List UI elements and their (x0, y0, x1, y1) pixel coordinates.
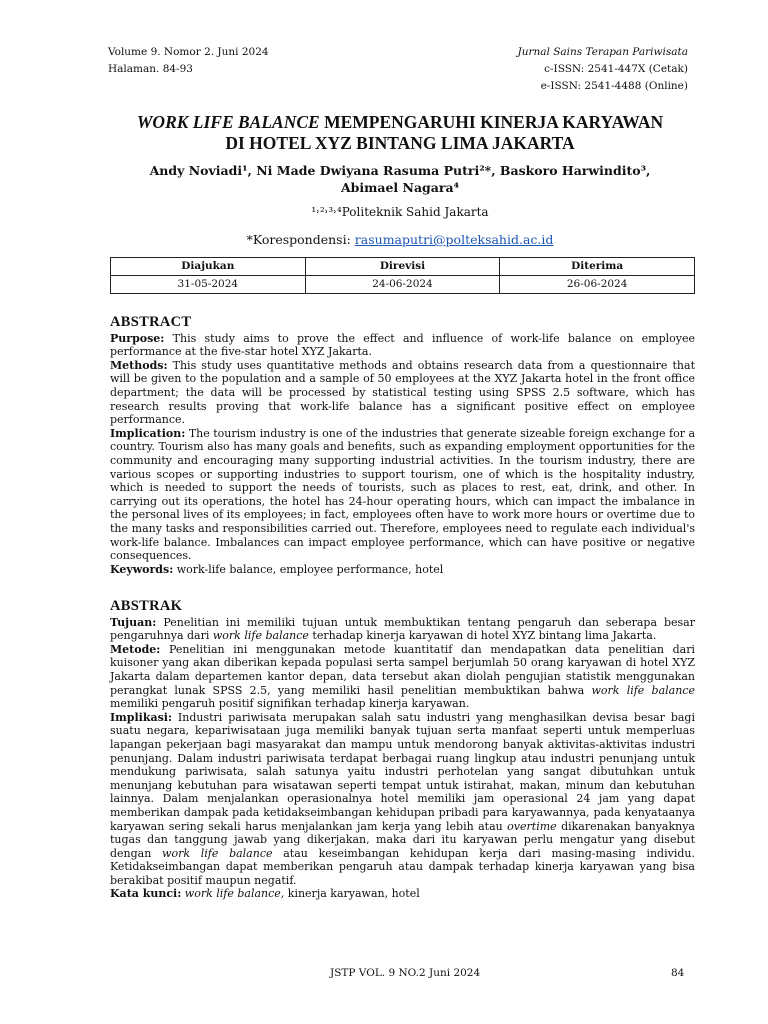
author-list (100, 162, 700, 196)
implication-text: The tourism industry is one of the industries that generate sizeable foreign exchange for a country. Tourism also has many goals and benefits, such as expanding employment opportunities for the community and encouraging many supporting industrial activities. In the tourism industry, there are various scopes or supporting industries to support tourism, one of which is the hospitality industry, which is needed to support the needs of tourists, such as places to rest, eat, drink, and other. In carrying out its operations, the hotel has 24-hour operating hours, which can impact the imbalance in the personal lives of its employees; in fact, employees often have to work more hours or overtime due to the many tasks and responsibilities carried out. Therefore, employees need to regulate each individual's work-life balance. Imbalances can impact employee performance, which can have positive or negative consequences. (110, 426, 696, 563)
abstract-heading: ABSTRACT (110, 314, 192, 330)
keywords-label: Keywords: (110, 562, 174, 576)
metode-label: Metode: (110, 642, 161, 656)
tujuan-italic: work life balance (212, 629, 309, 643)
abstrak-metode (110, 643, 695, 711)
submitted-date: 31-05-2024 (111, 276, 306, 294)
title-line1: MEMPENGARUHI KINERJA KARYAWAN (319, 112, 664, 132)
revised-date: 24-06-2024 (305, 276, 500, 294)
abstract-indonesian (110, 600, 695, 901)
revised-label: Direvisi (305, 258, 500, 276)
correspondence (100, 232, 700, 247)
keywords-text: work-life balance, employee performance, hotel (173, 562, 444, 576)
affiliation: ¹˒²˒³˒⁴Politeknik Sahid Jakarta (311, 205, 489, 219)
abstrak-implikasi (110, 711, 695, 888)
purpose-text: This study aims to prove the effect and influence of work-life balance on employee performance at the five-star hotel XYZ Jakarta. (110, 331, 695, 359)
implication-label: Implication: (110, 426, 186, 440)
kata-kunci-text: kinerja karyawan, hotel (284, 887, 420, 901)
paper-title (100, 112, 700, 154)
kata-kunci-label: Kata kunci: (110, 887, 182, 901)
journal-name: Jurnal Sains Terapan Pariwisata (517, 46, 688, 58)
issn-online: e-ISSN: 2541-4488 (Online) (540, 80, 688, 92)
implikasi-italic-2: work life balance (162, 846, 273, 860)
implikasi-italic-1: overtime (507, 819, 557, 833)
implikasi-text-3: atau keseimbangan kehidupan kerja dari masing-masing individu. Ketidakseimbangan dapat memberikan pengaruh atau dampak terhadap kinerja karyawan yang bisa berakibat positif maupun negatif. (110, 846, 695, 887)
dates-table (110, 257, 695, 294)
accepted-label: Diterima (500, 258, 695, 276)
abstract-keywords (110, 563, 695, 577)
implikasi-text-2: dikarenakan banyaknya tugas dan tanggung jawab yang dikerjakan, maka dari itu karyawan perlu mengatur yang disebut dengan (110, 819, 695, 860)
metode-italic: work life balance (591, 683, 695, 697)
purpose-label: Purpose: (110, 331, 165, 345)
title-italic: WORK LIFE BALANCE (136, 112, 320, 132)
tujuan-text-2: terhadap kinerja karyawan di hotel XYZ bintang lima Jakarta. (308, 629, 657, 643)
implikasi-text-1: Industri pariwisata merupakan salah satu industri yang menghasilkan devisa besar bagi suatu negara, kepariwisataan juga memiliki banyak tujuan serta manfaat seperti untuk memperluas lapangan pekerjaan bagi masyarakat dan mampu untuk mendorong banyak aktivitas-aktivitas industri penunjang. Dalam industri pariwisata terdapat berbagai ruang lingkup atau industri penunjang untuk mendukung pariwisata, salah satunya yaitu industri perhotelan yang sangat dibutuhkan untuk menunjang kebutuhan para wisatawan seperti tempat untuk istirahat, makan, minum dan kebutuhan lainnya. Dalam menjalankan operasionalnya hotel memiliki jam operasional 24 jam yang dapat memberikan dampak pada ketidakseimbangan kehidupan pribadi para karyawannya, pada kenyataanya karyawan sering sekali harus menjalankan jam kerja yang lebih atau (110, 710, 695, 833)
header-right (518, 44, 688, 95)
header-left (108, 44, 269, 78)
authors-line2: Abimael Nagara⁴ (340, 180, 460, 195)
submitted-label: Diajukan (111, 258, 306, 276)
abstract-implication (110, 427, 695, 563)
tujuan-text-1: Penelitian ini memiliki tujuan untuk membuktikan tentang pengaruh dan seberapa besar pengaruhnya dari (110, 615, 695, 643)
tujuan-label: Tujuan: (110, 615, 157, 629)
methods-label: Methods: (110, 358, 168, 372)
metode-text-2: memiliki pengaruh positif signifikan terhadap kinerja karyawan. (110, 697, 470, 711)
authors-line1: Andy Noviadi¹, Ni Made Dwiyana Rasuma Putri²*, Baskoro Harwindito³, (149, 163, 651, 178)
abstrak-heading: ABSTRAK (110, 598, 183, 614)
title-line2: DI HOTEL XYZ BINTANG LIMA JAKARTA (225, 133, 575, 153)
footer-journal: JSTP VOL. 9 NO.2 Juni 2024 (330, 967, 481, 979)
issn-print: c-ISSN: 2541-447X (Cetak) (544, 63, 688, 75)
abstract-purpose (110, 332, 695, 359)
accepted-date: 26-06-2024 (500, 276, 695, 294)
metode-text-1: Penelitian ini menggunakan metode kuantitatif dan mendapatkan data penelitian dari kuisoner yang akan diberikan kepada populasi serta sampel berjumlah 50 orang karyawan di hotel XYZ Jakarta dalam departemen kantor depan, data tersebut akan diolah pengujian statistik menggunakan perangkat lunak SPSS 2.5, yang memiliki hasil penelitian membuktikan bahwa (110, 642, 695, 697)
kata-kunci-italic: work life balance, (181, 887, 285, 901)
abstrak-kata-kunci (110, 887, 695, 901)
correspondence-email-link[interactable]: rasumaputri@polteksahid.ac.id (354, 232, 554, 247)
volume-info: Volume 9. Nomor 2. Juni 2024 (108, 46, 269, 58)
abstract-methods (110, 359, 695, 427)
page-range: Halaman. 84-93 (108, 63, 193, 75)
abstract-english (110, 316, 695, 576)
correspondence-label: *Korespondensi: (246, 232, 355, 247)
footer-page-number: 84 (671, 967, 685, 979)
abstrak-tujuan (110, 616, 695, 643)
implikasi-label: Implikasi: (110, 710, 173, 724)
methods-text: This study uses quantitative methods and obtains research data from a questionnaire that will be given to the population and a sample of 50 employees at the XYZ Jakarta hotel in the front office department; the data will be processed by statistical testing using SPSS 2.5 software, which has research results proving that work-life balance has a significant positive effect on employee performance. (110, 358, 695, 427)
